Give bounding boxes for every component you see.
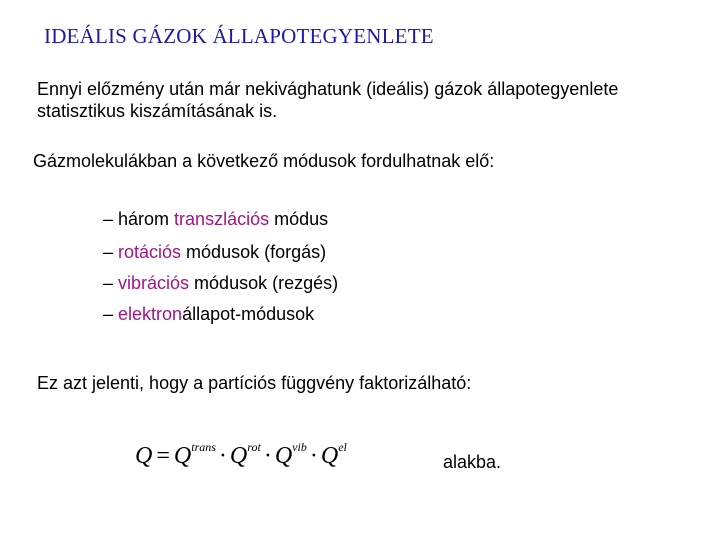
bullet-post: módus — [269, 209, 329, 229]
formula-dot: · — [309, 443, 318, 469]
formula-tail-text: alakba. — [443, 452, 502, 472]
bullet-dash: – — [103, 304, 119, 324]
intro-paragraph — [37, 78, 618, 122]
formula-dot: · — [218, 443, 227, 469]
bullet-electronic — [103, 304, 314, 325]
lead-sentence: Gázmolekulákban a következő módusok fordulhatnak elő: — [33, 151, 495, 171]
formula-q-el: Q — [320, 443, 339, 469]
formula-equals: = — [156, 443, 170, 469]
bullet-dash: – — [103, 209, 119, 229]
conclusion-sentence: Ez azt jelenti, hogy a partíciós függvény faktorizálható: — [37, 373, 472, 393]
slide-title: IDEÁLIS GÁZOK ÁLLAPOTEGYENLETE — [44, 24, 434, 48]
partition-function-formula — [135, 440, 347, 470]
formula-q-trans: Q — [173, 443, 192, 469]
bullet-dash: – — [103, 273, 119, 293]
bullet-vibrational — [103, 273, 338, 294]
bullet-highlight: rotációs — [118, 242, 182, 262]
formula-lhs: Q — [135, 443, 153, 469]
bullet-highlight: transzlációs — [174, 209, 270, 229]
bullet-post: állapot-módusok — [182, 304, 315, 324]
formula-q-vib: Q — [274, 443, 293, 469]
formula-dot: · — [263, 443, 272, 469]
bullet-post: módusok (forgás) — [181, 242, 327, 262]
formula-sup-rot: rot — [247, 440, 261, 454]
intro-line-1: Ennyi előzmény után már nekivághatunk (ideális) gázok állapotegyenlete — [37, 79, 619, 99]
formula-sup-trans: trans — [191, 440, 216, 454]
formula-sup-vib: vib — [292, 440, 307, 454]
formula-q-rot: Q — [229, 443, 248, 469]
formula-sup-el: el — [338, 440, 347, 454]
bullet-rotational — [103, 242, 326, 263]
bullet-highlight: vibrációs — [118, 273, 190, 293]
bullet-highlight: elektron — [118, 304, 183, 324]
bullet-dash: – — [103, 242, 119, 262]
bullet-post: módusok (rezgés) — [189, 273, 339, 293]
bullet-pre: három — [118, 209, 175, 229]
intro-line-2: statisztikus kiszámításának is. — [37, 101, 278, 121]
bullet-translational — [103, 209, 328, 230]
